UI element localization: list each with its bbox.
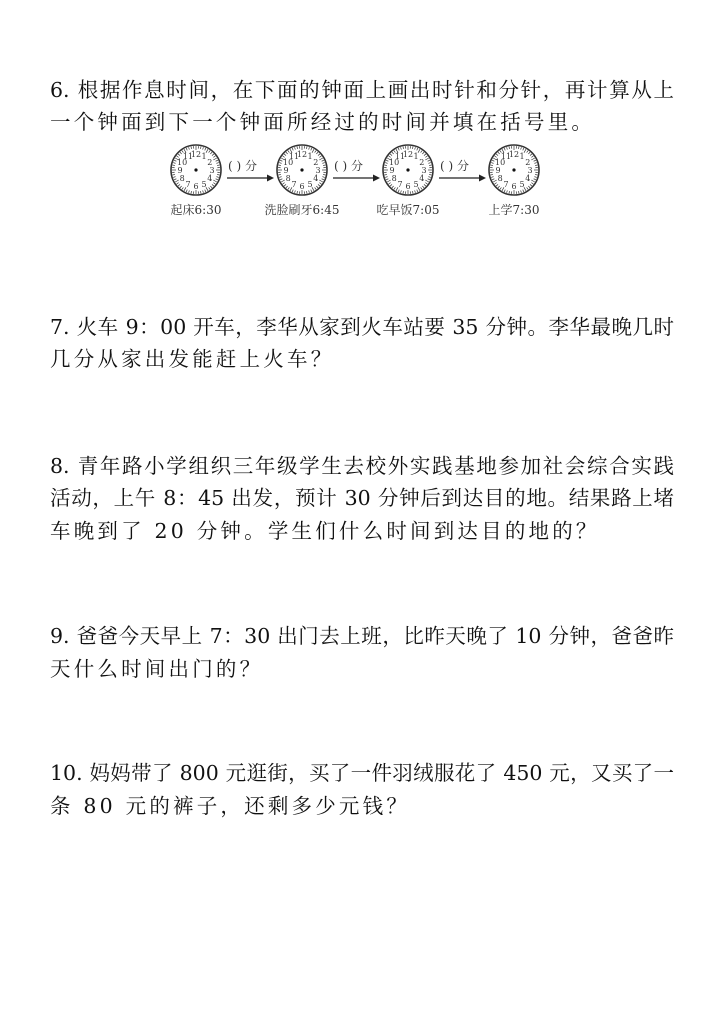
- arrow-icon: [227, 175, 274, 182]
- svg-text:8: 8: [497, 174, 503, 183]
- svg-text:9: 9: [177, 166, 183, 175]
- svg-text:8: 8: [179, 174, 185, 183]
- svg-text:12: 12: [402, 150, 414, 159]
- answer-blank-3[interactable]: ( ) 分: [440, 159, 469, 173]
- svg-text:4: 4: [313, 174, 319, 183]
- svg-text:1: 1: [413, 152, 419, 162]
- svg-text:2: 2: [419, 158, 425, 167]
- svg-text:6: 6: [511, 182, 517, 191]
- svg-text:12: 12: [508, 150, 520, 159]
- q10-line-2: 条 80 元的裤子，还剩多少元钱？: [50, 794, 411, 818]
- svg-text:1: 1: [307, 152, 313, 162]
- svg-text:10: 10: [389, 158, 400, 167]
- q9-line-1: 9. 爸爸今天早上 7：30 出门去上班，比昨天晚了 10 分钟，爸爸昨: [50, 624, 674, 648]
- svg-text:3: 3: [527, 166, 533, 175]
- svg-text:4: 4: [207, 174, 213, 183]
- arrow-icon: [439, 175, 486, 182]
- svg-text:2: 2: [207, 158, 213, 167]
- clock-caption-3: 吃早饭7:05: [376, 203, 440, 217]
- svg-text:11: 11: [182, 152, 194, 162]
- clock-face-icon: [171, 145, 221, 195]
- svg-text:6: 6: [299, 182, 305, 191]
- clock-caption-4: 上学7:30: [488, 203, 540, 217]
- svg-text:1: 1: [201, 152, 207, 162]
- svg-text:3: 3: [209, 166, 215, 175]
- svg-text:8: 8: [391, 174, 397, 183]
- svg-text:8: 8: [285, 174, 291, 183]
- svg-text:11: 11: [394, 152, 406, 162]
- svg-text:7: 7: [503, 179, 509, 189]
- arrow-icon: [333, 175, 380, 182]
- svg-text:1: 1: [519, 152, 525, 162]
- svg-text:4: 4: [525, 174, 531, 183]
- clock-face-icon: [277, 145, 327, 195]
- svg-text:6: 6: [405, 182, 411, 191]
- q8-line-2: 活动，上午 8：45 出发，预计 30 分钟后到达目的地。结果路上堵: [50, 486, 674, 510]
- svg-text:2: 2: [313, 158, 319, 167]
- q7-line-2: 几分从家出发能赶上火车？: [50, 347, 335, 371]
- svg-text:7: 7: [397, 179, 403, 189]
- svg-text:9: 9: [495, 166, 501, 175]
- svg-text:5: 5: [201, 179, 207, 189]
- svg-text:3: 3: [315, 166, 321, 175]
- svg-text:5: 5: [413, 179, 419, 189]
- svg-text:12: 12: [190, 150, 202, 159]
- q9-line-2: 天什么时间出门的？: [50, 657, 264, 681]
- svg-text:12: 12: [296, 150, 308, 159]
- q8-line-3: 车晚到了 20 分钟。学生们什么时间到达目的地的？: [50, 519, 600, 543]
- q7-line-1: 7. 火车 9：00 开车，李华从家到火车站要 35 分钟。李华最晚几时: [50, 315, 674, 339]
- svg-text:11: 11: [288, 152, 300, 162]
- svg-text:10: 10: [283, 158, 294, 167]
- clock-face-icon: [383, 145, 433, 195]
- svg-text:4: 4: [419, 174, 425, 183]
- answer-blank-1[interactable]: ( ) 分: [228, 159, 257, 173]
- q8-line-1: 8. 青年路小学组织三年级学生去校外实践基地参加社会综合实践: [50, 454, 674, 478]
- svg-text:9: 9: [389, 166, 395, 175]
- svg-text:10: 10: [177, 158, 188, 167]
- svg-text:7: 7: [291, 179, 297, 189]
- svg-text:9: 9: [283, 166, 289, 175]
- svg-text:6: 6: [193, 182, 199, 191]
- clock-face-icon: [489, 145, 539, 195]
- svg-text:2: 2: [525, 158, 531, 167]
- q6-line-2: 一个钟面到下一个钟面所经过的时间并填在括号里。: [50, 110, 596, 134]
- svg-text:5: 5: [519, 179, 525, 189]
- clock-caption-2: 洗脸刷牙6:45: [264, 203, 340, 217]
- svg-text:11: 11: [500, 152, 512, 162]
- q10-line-1: 10. 妈妈带了 800 元逛街，买了一件羽绒服花了 450 元，又买了一: [50, 761, 674, 785]
- answer-blank-2[interactable]: ( ) 分: [334, 159, 363, 173]
- clock-caption-1: 起床6:30: [170, 203, 222, 217]
- svg-text:5: 5: [307, 179, 313, 189]
- svg-text:3: 3: [421, 166, 427, 175]
- svg-text:10: 10: [495, 158, 506, 167]
- svg-text:7: 7: [185, 179, 191, 189]
- q6-line-1: 6. 根据作息时间，在下面的钟面上画出时针和分针，再计算从上: [50, 78, 674, 102]
- clock-diagram: [160, 135, 560, 229]
